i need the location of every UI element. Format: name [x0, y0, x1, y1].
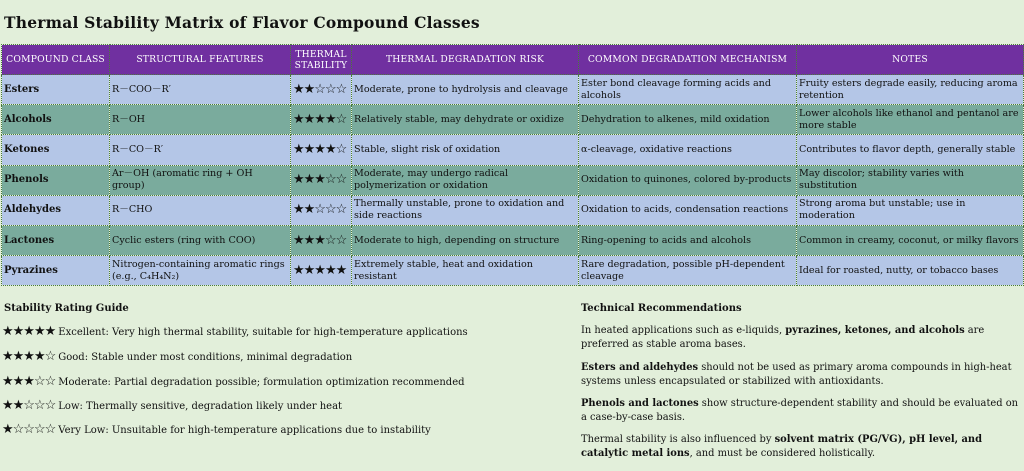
- table-row: [2, 225, 1024, 255]
- degradation-risk-cell: Stable, slight risk of oxidation: [352, 135, 579, 165]
- header-thermal-stability-line1: THERMAL: [295, 48, 347, 60]
- guide-item: [2, 324, 468, 339]
- compound-class-cell: Alcohols: [2, 105, 110, 135]
- stability-matrix-table: [1, 44, 1024, 286]
- recommendation-paragraph: [581, 361, 1021, 389]
- rec-text: should not be used as primary aroma compounds in high-heat systems unless encapsulated or stabilized with antioxidants.: [581, 362, 1012, 387]
- compound-class-cell: Esters: [2, 75, 110, 105]
- guide-text: Low: Thermally sensitive, degradation likely under heat: [58, 401, 343, 412]
- rec-text: In heated applications such as e-liquids,: [581, 325, 786, 336]
- structural-features-cell: R－COO－R′: [110, 75, 291, 105]
- page-title: Thermal Stability Matrix of Flavor Compound Classes: [4, 13, 480, 32]
- guide-stars: ★☆☆☆☆: [2, 422, 56, 437]
- stability-stars-cell: ★★★☆☆: [291, 165, 352, 195]
- header-compound-class: COMPOUND CLASS: [2, 45, 110, 75]
- degradation-risk-cell: Moderate to high, depending on structure: [352, 225, 579, 255]
- guide-item: [2, 398, 342, 413]
- guide-item: [2, 422, 431, 437]
- degradation-risk-cell: Thermally unstable, prone to oxidation and side reactions: [352, 195, 579, 225]
- rec-text: Thermal stability is also influenced by: [581, 434, 775, 445]
- rec-bold-text: Phenols and lactones: [581, 398, 699, 409]
- stability-guide-title: Stability Rating Guide: [4, 303, 129, 314]
- header-thermal-stability: [291, 45, 352, 75]
- structural-features-cell: R－CHO: [110, 195, 291, 225]
- table-row: [2, 105, 1024, 135]
- mechanism-cell: Rare degradation, possible pH-dependent cleavage: [579, 256, 797, 286]
- compound-class-cell: Ketones: [2, 135, 110, 165]
- notes-cell: Fruity esters degrade easily, reducing aroma retention: [797, 75, 1024, 105]
- table-row: [2, 165, 1024, 195]
- notes-cell: Common in creamy, coconut, or milky flavors: [797, 225, 1024, 255]
- guide-text: Moderate: Partial degradation possible; formulation optimization recommended: [58, 377, 465, 388]
- guide-text: Excellent: Very high thermal stability, suitable for high-temperature applications: [58, 327, 468, 338]
- rec-bold-text: Esters and aldehydes: [581, 362, 699, 373]
- guide-item: [2, 349, 352, 364]
- guide-text: Good: Stable under most conditions, minimal degradation: [58, 352, 353, 363]
- compound-class-cell: Aldehydes: [2, 195, 110, 225]
- table-row: [2, 256, 1024, 286]
- mechanism-cell: Ester bond cleavage forming acids and alcohols: [579, 75, 797, 105]
- compound-class-cell: Phenols: [2, 165, 110, 195]
- table-header-row: [2, 45, 1024, 75]
- stability-stars-cell: ★★☆☆☆: [291, 195, 352, 225]
- structural-features-cell: Ar－OH (aromatic ring + OH group): [110, 165, 291, 195]
- table-row: [2, 135, 1024, 165]
- recommendation-paragraph: [581, 433, 1021, 461]
- header-mechanism: COMMON DEGRADATION MECHANISM: [579, 45, 797, 75]
- guide-item: [2, 374, 465, 389]
- degradation-risk-cell: Moderate, prone to hydrolysis and cleavage: [352, 75, 579, 105]
- stability-stars-cell: ★★★☆☆: [291, 225, 352, 255]
- guide-stars: ★★★☆☆: [2, 374, 56, 389]
- stability-stars-cell: ★★★★☆: [291, 105, 352, 135]
- structural-features-cell: Nitrogen-containing aromatic rings (e.g., C₄H₄N₂): [110, 256, 291, 286]
- rec-bold-text: pyrazines, ketones, and alcohols: [785, 325, 965, 336]
- rec-text: are preferred as stable aroma bases.: [581, 325, 985, 350]
- guide-stars: ★★☆☆☆: [2, 398, 56, 413]
- degradation-risk-cell: Extremely stable, heat and oxidation resistant: [352, 256, 579, 286]
- stability-stars-cell: ★★☆☆☆: [291, 75, 352, 105]
- notes-cell: Contributes to flavor depth, generally stable: [797, 135, 1024, 165]
- mechanism-cell: α-cleavage, oxidative reactions: [579, 135, 797, 165]
- mechanism-cell: Ring-opening to acids and alcohols: [579, 225, 797, 255]
- rec-text: , and must be considered holistically.: [689, 448, 875, 459]
- mechanism-cell: Oxidation to quinones, colored by-products: [579, 165, 797, 195]
- rec-bold-text: solvent matrix (PG/VG), pH level, and catalytic metal ions: [581, 434, 982, 459]
- recommendation-paragraph: [581, 324, 1021, 352]
- header-degradation-risk: THERMAL DEGRADATION RISK: [352, 45, 579, 75]
- guide-stars: ★★★★☆: [2, 349, 56, 364]
- compound-class-cell: Lactones: [2, 225, 110, 255]
- rec-text: show structure-dependent stability and should be evaluated on a case-by-case basis.: [581, 398, 1019, 423]
- stability-stars-cell: ★★★★★: [291, 256, 352, 286]
- recommendation-paragraph: [581, 397, 1021, 425]
- compound-class-cell: Pyrazines: [2, 256, 110, 286]
- mechanism-cell: Dehydration to alkenes, mild oxidation: [579, 105, 797, 135]
- table-row: [2, 75, 1024, 105]
- header-structural-features: STRUCTURAL FEATURES: [110, 45, 291, 75]
- guide-stars: ★★★★★: [2, 324, 56, 339]
- structural-features-cell: Cyclic esters (ring with COO): [110, 225, 291, 255]
- header-thermal-stability-line2: STABILITY: [294, 59, 348, 71]
- degradation-risk-cell: Moderate, may undergo radical polymerization or oxidation: [352, 165, 579, 195]
- degradation-risk-cell: Relatively stable, may dehydrate or oxidize: [352, 105, 579, 135]
- stability-stars-cell: ★★★★☆: [291, 135, 352, 165]
- notes-cell: May discolor; stability varies with substitution: [797, 165, 1024, 195]
- notes-cell: Lower alcohols like ethanol and pentanol are more stable: [797, 105, 1024, 135]
- recommendations-title: Technical Recommendations: [581, 303, 742, 314]
- header-notes: NOTES: [797, 45, 1024, 75]
- guide-text: Very Low: Unsuitable for high-temperature applications due to instability: [58, 425, 431, 436]
- mechanism-cell: Oxidation to acids, condensation reactions: [579, 195, 797, 225]
- notes-cell: Ideal for roasted, nutty, or tobacco bases: [797, 256, 1024, 286]
- structural-features-cell: R－CO－R′: [110, 135, 291, 165]
- table-row: [2, 195, 1024, 225]
- notes-cell: Strong aroma but unstable; use in moderation: [797, 195, 1024, 225]
- structural-features-cell: R－OH: [110, 105, 291, 135]
